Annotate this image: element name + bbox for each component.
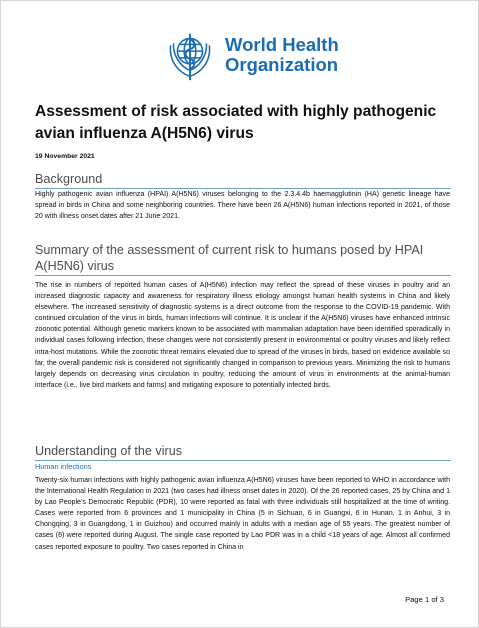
page-number: Page 1 of 3 <box>405 595 444 604</box>
who-emblem-icon <box>161 26 219 84</box>
logo-line-2: Organization <box>225 54 339 75</box>
document-date: 19 November 2021 <box>35 153 95 160</box>
subheading-human-infections: Human infections <box>35 462 92 471</box>
section-text-summary: The rise in numbers of reported human cases of A(H5N6) infection may reflect the spread of these viruses in poultry and an increased diagnostic capacity and awareness for respiratory illness etiology amongst human health systems in China and likely elsewhere. The increased sensitivity of diagnostic systems is a direct outcome from the response to the COVID-19 pandemic. With continued circulation of the virus in birds, human infections will continue. It is unclear if the A(H5N6) viruses have enhanced intrinsic zoonotic potential. Although genetic markers known to be associated with mammalian adaptation have been identified sporadically in individual cases following infection, these changes were not consistently present in environmental or poultry viruses and likely reflect intra-host mutations. While the zoonotic threat remains elevated due to spread of the viruses in birds, based on evidence available so far, the overall pandemic risk is considered not significantly changed in comparison to previous years. Minimizing the risk to humans largely depends on decreasing virus circulation in poultry, reducing the amount of virus in environments at the animal-human interface (i.e., live bird markets and farms) and mitigating exposure to potentially infected birds. <box>35 282 450 389</box>
document-title: Assessment of risk associated with highly pathogenic avian influenza A(H5N6) virus <box>35 103 437 142</box>
logo-line-1: World Health <box>225 34 339 55</box>
section-heading-understanding: Understanding of the virus <box>35 443 451 461</box>
section-text-background: Highly pathogenic avian influenza (HPAI) A(H5N6) viruses belonging to the 2.3.4.4b haemagglutinin (HA) genetic lineage have spread in birds in China and some neighboring countries. There have been 26 A(H5N6) human infections reported in 2021, of those 20 with illness onset dates after 21 June 2021. <box>35 191 450 221</box>
section-text-understanding: Twenty-six human infections with highly pathogenic avian influenza A(H5N6) viruses have been reported to WHO in accordance with the International Health Regulation in 2021 (two cases had illness onset dates in 2020). Of the 26 reported cases, 25 by China and 1 by Lao People’s Democratic Republic (PDR), 10 were reported as fatal with three individuals still hospitalized at the time of writing. Cases were reported from 6 provinces and 1 municipality in China (5 in Sichuan, 6 in Guangxi, 6 in Hunan, 1 in Anhui, 3 in Chongqing, 3 in Guangdong, 1 in Guizhou) and occurred mainly in adults with a median age of 55 years. The greatest number of cases (6) were reported during August. The single case reported by Lao PDR was in a child <18 years of age. Almost all confirmed cases reported exposure to poultry. Two cases reported in China in <box>35 477 450 551</box>
who-logo <box>161 25 339 85</box>
section-heading-summary: Summary of the assessment of current risk to humans posed by HPAI A(H5N6) virus <box>35 242 451 276</box>
section-heading-background: Background <box>35 171 451 189</box>
